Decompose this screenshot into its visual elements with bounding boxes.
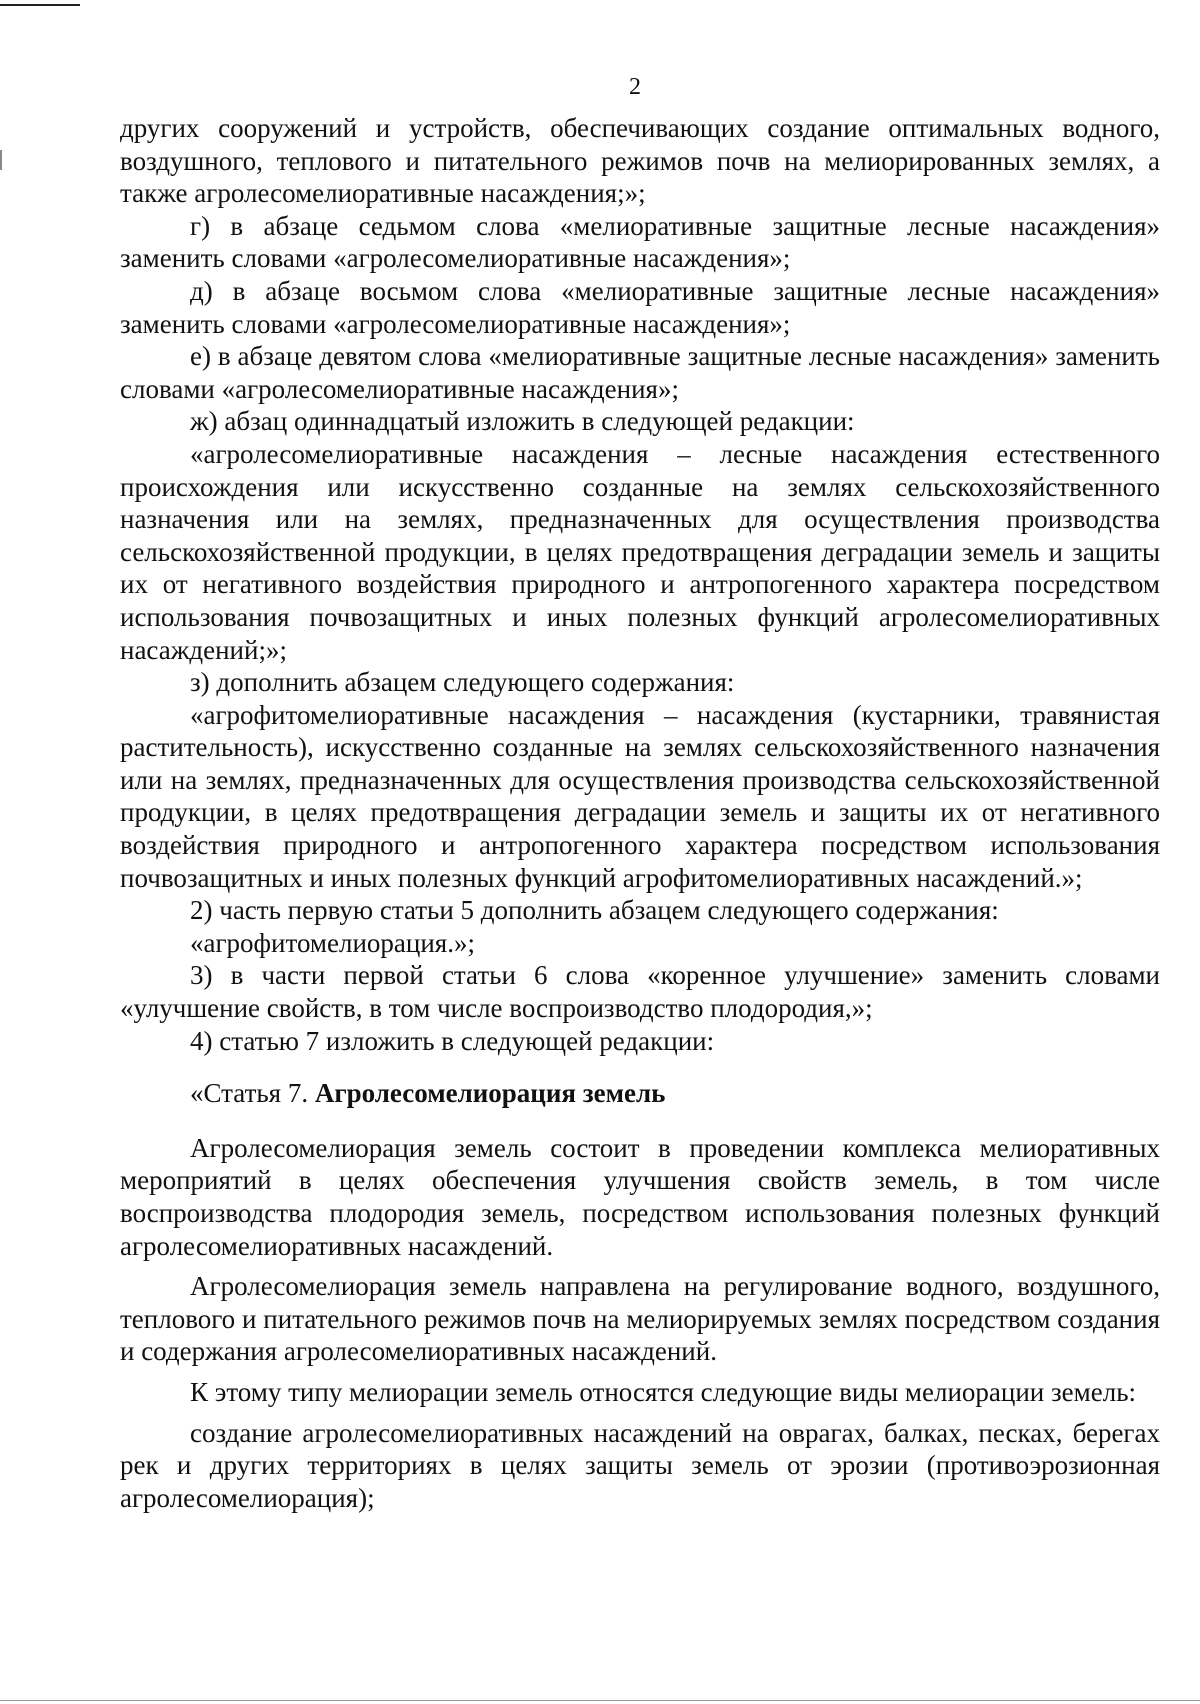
paragraph-item-4: 4) статью 7 изложить в следующей редакции: [190, 1025, 715, 1056]
paragraph-quote-agrophyto: «агрофитомелиорация.»; [190, 927, 475, 958]
paragraph-definition-agrophyto: «агрофитомелиоративные насаждения – насаждения (кустарники, травянистая растительность), искусственно созданные на землях сельскохозяйственного назначения или на землях, предназначенных для осуществления производства сельскохозяйственной продукции, в целях предотвращения деградации земель и защиты их от негативного воздействия природного и антропогенного характера посредством использования почвозащитных и иных полезных функций агрофитомелиоративных насаждений.»; [120, 699, 1160, 893]
paragraph-item-2: 2) часть первую статьи 5 дополнить абзацем следующего содержания: [190, 895, 999, 926]
page-number: 2 [629, 74, 641, 100]
document-body [120, 112, 1160, 1514]
paragraph-item-d: д) в абзаце восьмом слова «мелиоративные защитные лесные насаждения» заменить словами «агролесомелиоративные насаждения»; [120, 275, 1160, 339]
paragraph-definition-agroforest: «агролесомелиоративные насаждения – лесные насаждения естественного происхождения или искусственно созданные на землях сельскохозяйственного назначения или на землях, предназначенных для осуществления производства сельскохозяйственной продукции, в целях предотвращения деградации земель и защиты их от негативного воздействия природного и антропогенного характера посредством использования почвозащитных и иных полезных функций агролесомелиоративных насаждений;»; [120, 438, 1160, 665]
article-paragraph-2: Агролесомелиорация земель направлена на регулирование водного, воздушного, теплового и питательного режимов почв на мелиорируемых землях посредством создания и содержания агролесомелиоративных насаждений. [120, 1271, 1160, 1367]
article-title: Агролесомелиорация земель [314, 1078, 666, 1109]
paragraph-continuation: других сооружений и устройств, обеспечивающих создание оптимальных водного, воздушного, теплового и питательного режимов почв на мелиорированных землях, а также агролесомелиоративные насаждения;»; [120, 113, 1160, 209]
paragraph-item-zh: ж) абзац одиннадцатый изложить в следующей редакции: [190, 406, 855, 437]
paragraph-item-e: е) в абзаце девятом слова «мелиоративные защитные лесные насаждения» заменить словами «агролесомелиоративные насаждения»; [120, 341, 1160, 404]
article-prefix: «Статья 7. [190, 1078, 315, 1109]
article-heading [120, 1077, 1160, 1110]
article-paragraph-3: К этому типу мелиорации земель относятся следующие виды мелиорации земель: [190, 1376, 1137, 1407]
paragraph-item-3: 3) в части первой статьи 6 слова «коренное улучшение» заменить словами «улучшение свойств, в том числе воспроизводство плодородия,»; [120, 960, 1160, 1024]
paragraph-item-z: з) дополнить абзацем следующего содержания: [190, 667, 735, 698]
scan-edge-mark-left [0, 150, 2, 170]
article-paragraph-4: создание агролесомелиоративных насаждений на оврагах, балках, песках, берегах рек и других территориях в целях защиты земель от эрозии (противоэрозионная агролесомелиорация); [120, 1417, 1160, 1513]
paragraph-item-g: г) в абзаце седьмом слова «мелиоративные защитные лесные насаждения» заменить словами «агролесомелиоративные насаждения»; [120, 210, 1160, 274]
article-paragraph-1: Агролесомелиорация земель состоит в проведении комплекса мелиоративных мероприятий в целях обеспечения улучшения свойств земель, в том числе воспроизводства плодородия земель, посредством использования полезных функций агролесомелиоративных насаждений. [120, 1132, 1160, 1261]
scan-edge-mark-top-left [0, 4, 80, 6]
scan-edge-mark-bottom [0, 1700, 1200, 1701]
